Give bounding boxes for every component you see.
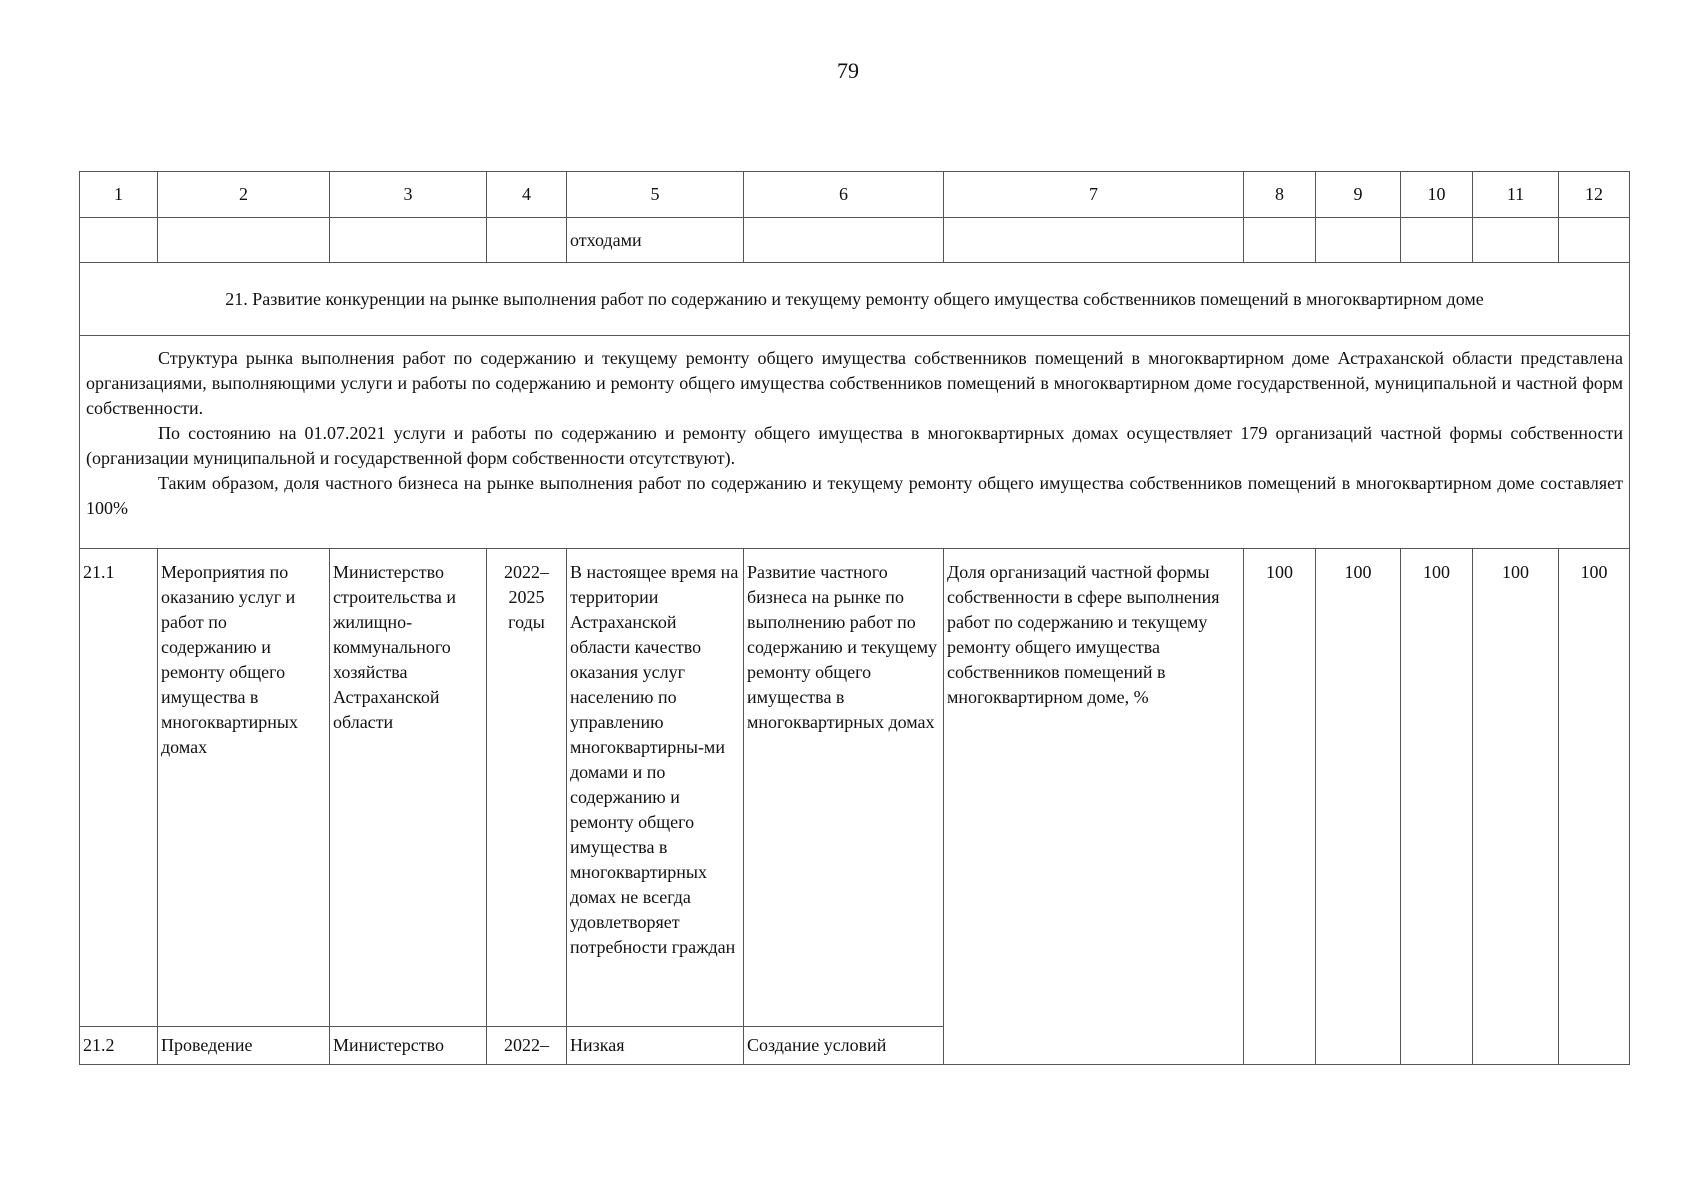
continuation-row xyxy=(80,218,1630,263)
intro-paragraph: По состоянию на 01.07.2021 услуги и работы по содержанию и ремонту общего имущества в многоквартирных домах осуществляет 179 организаций частной формы собственности (организации муниципальной и государственной форм собственности отсутствуют). xyxy=(86,423,1623,468)
empty-cell xyxy=(1244,218,1316,263)
item-number: 21.2 xyxy=(80,1027,158,1065)
empty-cell xyxy=(1559,218,1630,263)
problem-cell: Низкая xyxy=(567,1027,744,1065)
empty-cell xyxy=(1473,218,1559,263)
result-cell: Развитие частного бизнеса на рынке по выполнению работ по содержанию и текущему ремонту общего имущества в многоквартирных домах xyxy=(744,549,944,1027)
column-number-cell: 12 xyxy=(1559,172,1630,218)
column-number-cell: 8 xyxy=(1244,172,1316,218)
empty-cell xyxy=(1316,218,1401,263)
section-heading-row xyxy=(80,263,1630,336)
years-cell: 2022– xyxy=(487,1027,567,1065)
item-number: 21.1 xyxy=(80,549,158,1027)
column-number-cell: 1 xyxy=(80,172,158,218)
column-number-cell: 11 xyxy=(1473,172,1559,218)
column-number-cell: 7 xyxy=(944,172,1244,218)
value-cell: 100 xyxy=(1244,549,1316,1065)
empty-cell xyxy=(158,218,330,263)
value-cell: 100 xyxy=(1401,549,1473,1065)
result-cell: Создание условий xyxy=(744,1027,944,1065)
table-row xyxy=(80,549,1630,1027)
intro-paragraph: Структура рынка выполнения работ по содержанию и текущему ремонту общего имущества собственников помещений в многоквартирном доме Астраханской области представлена организациями, выполняющими услуги и работы по содержанию и ремонту общего имущества собственников помещений в многоквартирном доме государственной, муниципальной и частной форм собственности. xyxy=(86,348,1623,418)
continuation-text-cell: отходами xyxy=(567,218,744,263)
value-cell: 100 xyxy=(1473,549,1559,1065)
column-number-cell: 6 xyxy=(744,172,944,218)
empty-cell xyxy=(944,218,1244,263)
empty-cell xyxy=(330,218,487,263)
empty-cell xyxy=(744,218,944,263)
empty-cell xyxy=(80,218,158,263)
column-number-cell: 3 xyxy=(330,172,487,218)
activity-cell: Мероприятия по оказанию услуг и работ по содержанию и ремонту общего имущества в многоквартирных домах xyxy=(158,549,330,1027)
value-cell: 100 xyxy=(1559,549,1630,1065)
section-intro-row xyxy=(80,336,1630,549)
page-number: 79 xyxy=(837,58,859,83)
column-number-cell: 4 xyxy=(487,172,567,218)
executor-cell: Министерство xyxy=(330,1027,487,1065)
column-number-cell: 5 xyxy=(567,172,744,218)
problem-cell: В настоящее время на территории Астраханской области качество оказания услуг населению по управлению многоквартирны-ми домами и по содержанию и ремонту общего имущества в многоквартирных домах не всегда удовлетворяет потребности граждан xyxy=(567,549,744,1027)
indicator-cell: Доля организаций частной формы собственности в сфере выполнения работ по содержанию и текущему ремонту общего имущества собственников помещений в многоквартирном доме, % xyxy=(944,549,1244,1065)
activity-cell: Проведение xyxy=(158,1027,330,1065)
column-number-cell: 10 xyxy=(1401,172,1473,218)
section-title: 21. Развитие конкуренции на рынке выполнения работ по содержанию и текущему ремонту общего имущества собственников помещений в многоквартирном доме xyxy=(80,263,1630,336)
column-number-row xyxy=(80,172,1630,218)
empty-cell xyxy=(1401,218,1473,263)
intro-paragraph: Таким образом, доля частного бизнеса на рынке выполнения работ по содержанию и текущему ремонту общего имущества собственников помещений в многоквартирном доме составляет 100% xyxy=(86,473,1623,518)
column-number-cell: 2 xyxy=(158,172,330,218)
measures-table xyxy=(79,171,1630,1065)
empty-cell xyxy=(487,218,567,263)
value-cell: 100 xyxy=(1316,549,1401,1065)
years-cell: 2022–2025 годы xyxy=(487,549,567,1027)
section-intro-cell xyxy=(80,336,1630,549)
executor-cell: Министерство строительства и жилищно-коммунального хозяйства Астраханской области xyxy=(330,549,487,1027)
column-number-cell: 9 xyxy=(1316,172,1401,218)
